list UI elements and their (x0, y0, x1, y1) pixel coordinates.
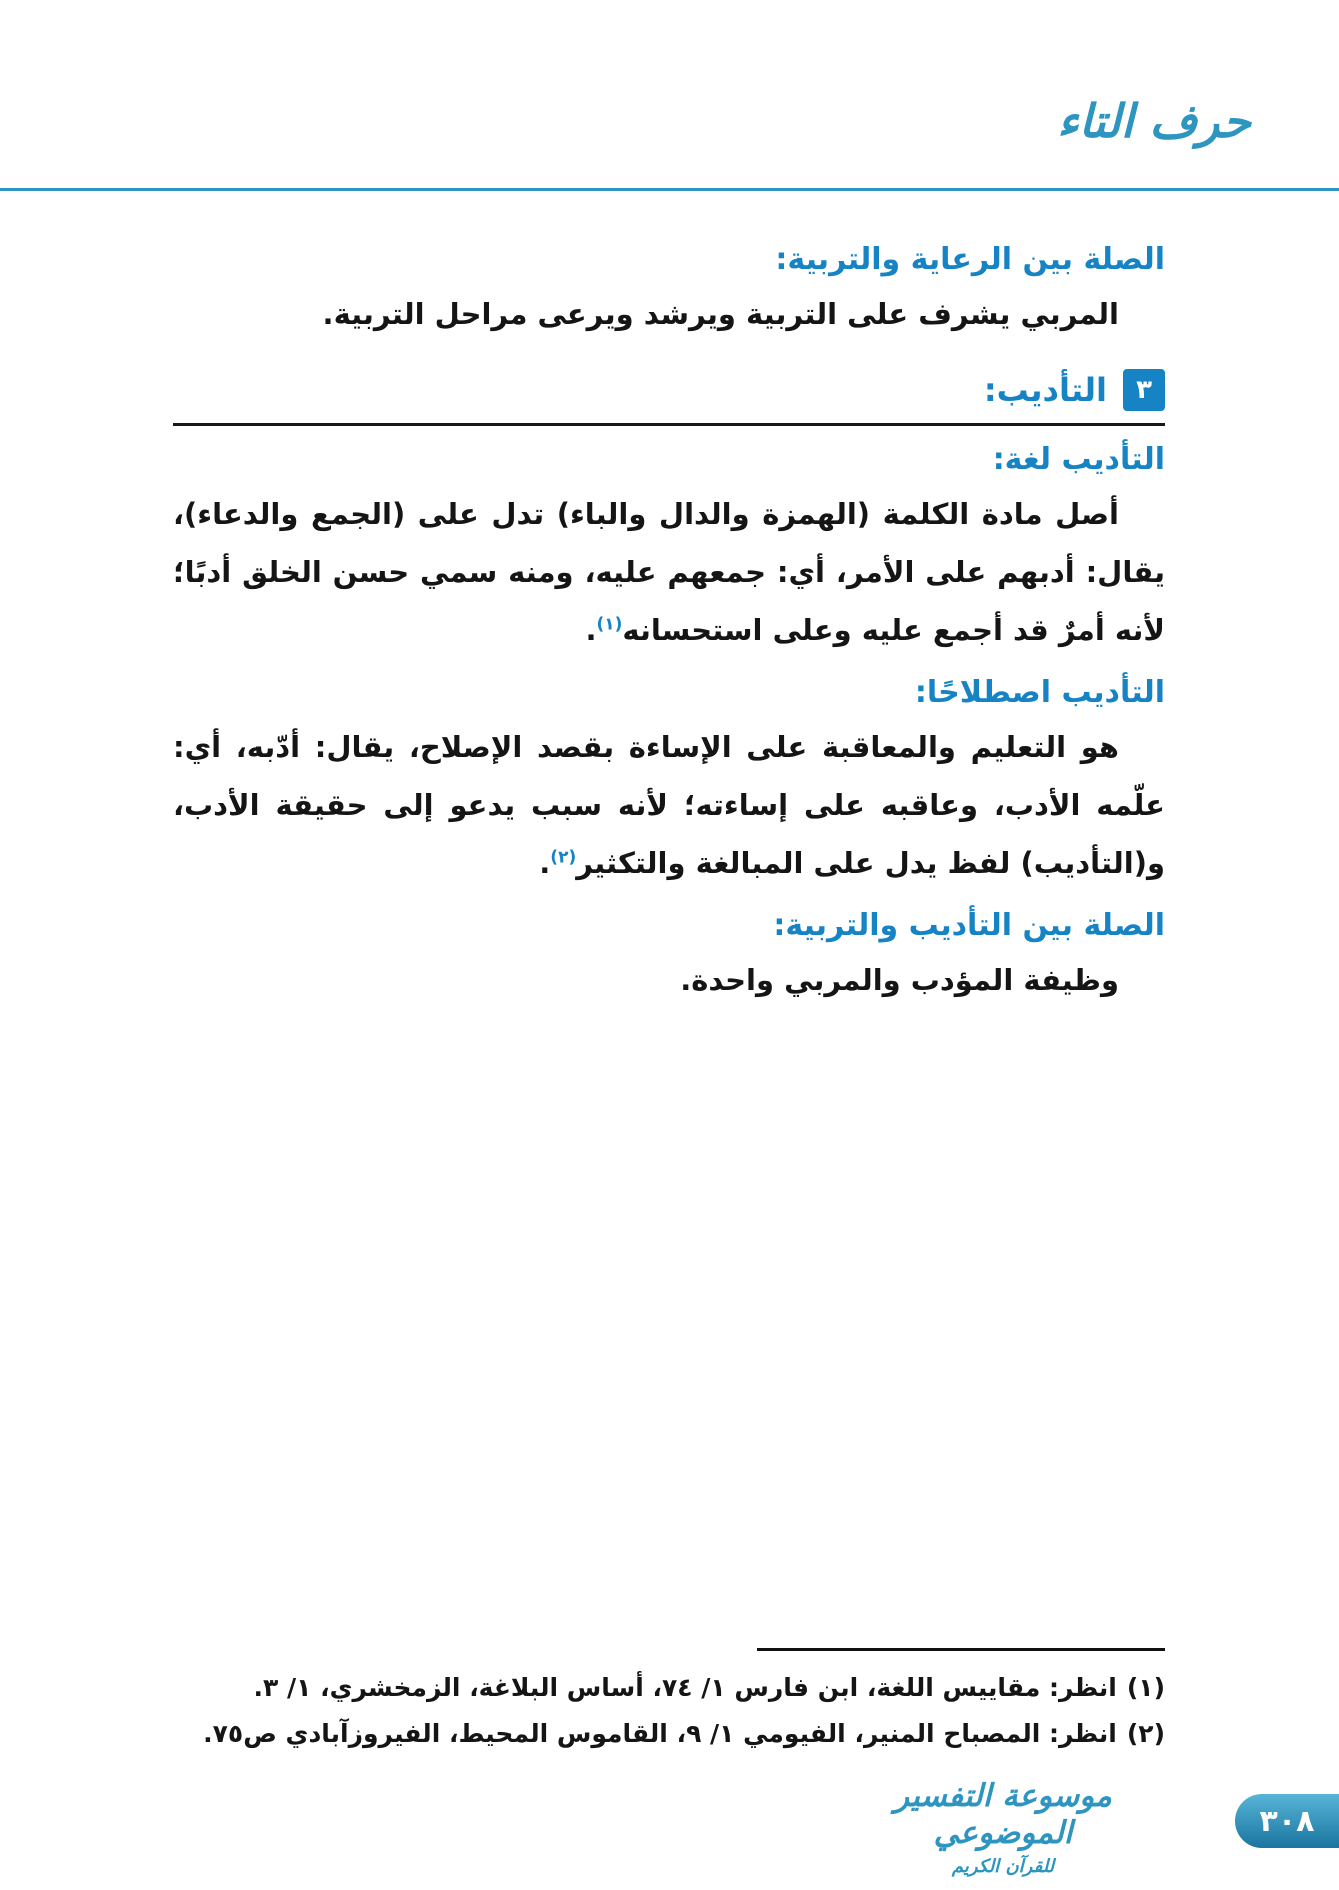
running-header-title: حرف التاء (1057, 94, 1251, 148)
footnote-ref-2: (٢) (550, 847, 577, 868)
paragraph-terminology-text: هو التعليم والمعاقبة على الإساءة بقصد الإصلاح، يقال: أدّبه، أي: علّمه الأدب، وعاقبه على إساءته؛ لأنه سبب يدعو إلى حقيقة الأدب، و(التأديب) لفظ يدل على المبالغة والتكثير (173, 730, 1165, 880)
heading-tadib-tarbiya-relation: الصلة بين التأديب والتربية: (773, 908, 1165, 943)
footnote-2 (173, 1711, 1165, 1757)
paragraph-language-text: أصل مادة الكلمة (الهمزة والدال والباء) تدل على (الجمع والدعاء)، يقال: أدبهم على الأمر، أي: جمعهم عليه، ومنه سمي حسن الخلق أدبًا؛ لأنه أمرٌ قد أجمع عليه وعلى استحسانه (173, 497, 1165, 647)
page-number-tab (1235, 1794, 1339, 1848)
footnote-1 (173, 1665, 1165, 1711)
heading-tadib-terminology: التأديب اصطلاحًا: (914, 675, 1165, 710)
publisher-logo-title: موسوعة التفسير الموضوعي (894, 1778, 1112, 1852)
paragraph-terminology-definition (173, 718, 1165, 892)
numbered-section-heading (173, 369, 1165, 411)
paragraph-language-tail: . (585, 613, 597, 647)
section-heading-rule (173, 423, 1165, 426)
main-text-block (173, 226, 1165, 1009)
section-number-box: ٣ (1123, 369, 1165, 411)
footnote-2-marker: (٢) (1126, 1719, 1165, 1749)
publisher-logo (853, 1778, 1153, 1877)
header-rule (0, 188, 1339, 191)
heading-care-education-relation: الصلة بين الرعاية والتربية: (775, 242, 1165, 277)
footnote-2-text: انظر: المصباح المنير، الفيومي ١/ ٩، القاموس المحيط، الفيروزآبادي ص٧٥. (203, 1719, 1117, 1749)
paragraph-tadib-tarbiya: وظيفة المؤدب والمربي واحدة. (680, 963, 1119, 997)
footnotes (173, 1648, 1165, 1758)
footnote-ref-1: (١) (596, 614, 623, 635)
publisher-logo-subtitle: للقرآن الكريم (951, 1856, 1055, 1878)
footnote-1-marker: (١) (1126, 1673, 1165, 1702)
section-title-tadib: التأديب: (983, 371, 1107, 409)
heading-tadib-language: التأديب لغة: (992, 442, 1165, 477)
paragraph-terminology-tail: . (539, 846, 551, 880)
footnote-separator (757, 1648, 1165, 1651)
footnote-1-text: انظر: مقاييس اللغة، ابن فارس ١/ ٧٤، أساس البلاغة، الزمخشري، ١/ ٣. (253, 1673, 1117, 1702)
paragraph-language-definition (173, 485, 1165, 659)
paragraph-care-education: المربي يشرف على التربية ويرشد ويرعى مراحل التربية. (322, 297, 1119, 331)
page-number: ٣٠٨ (1259, 1803, 1315, 1839)
